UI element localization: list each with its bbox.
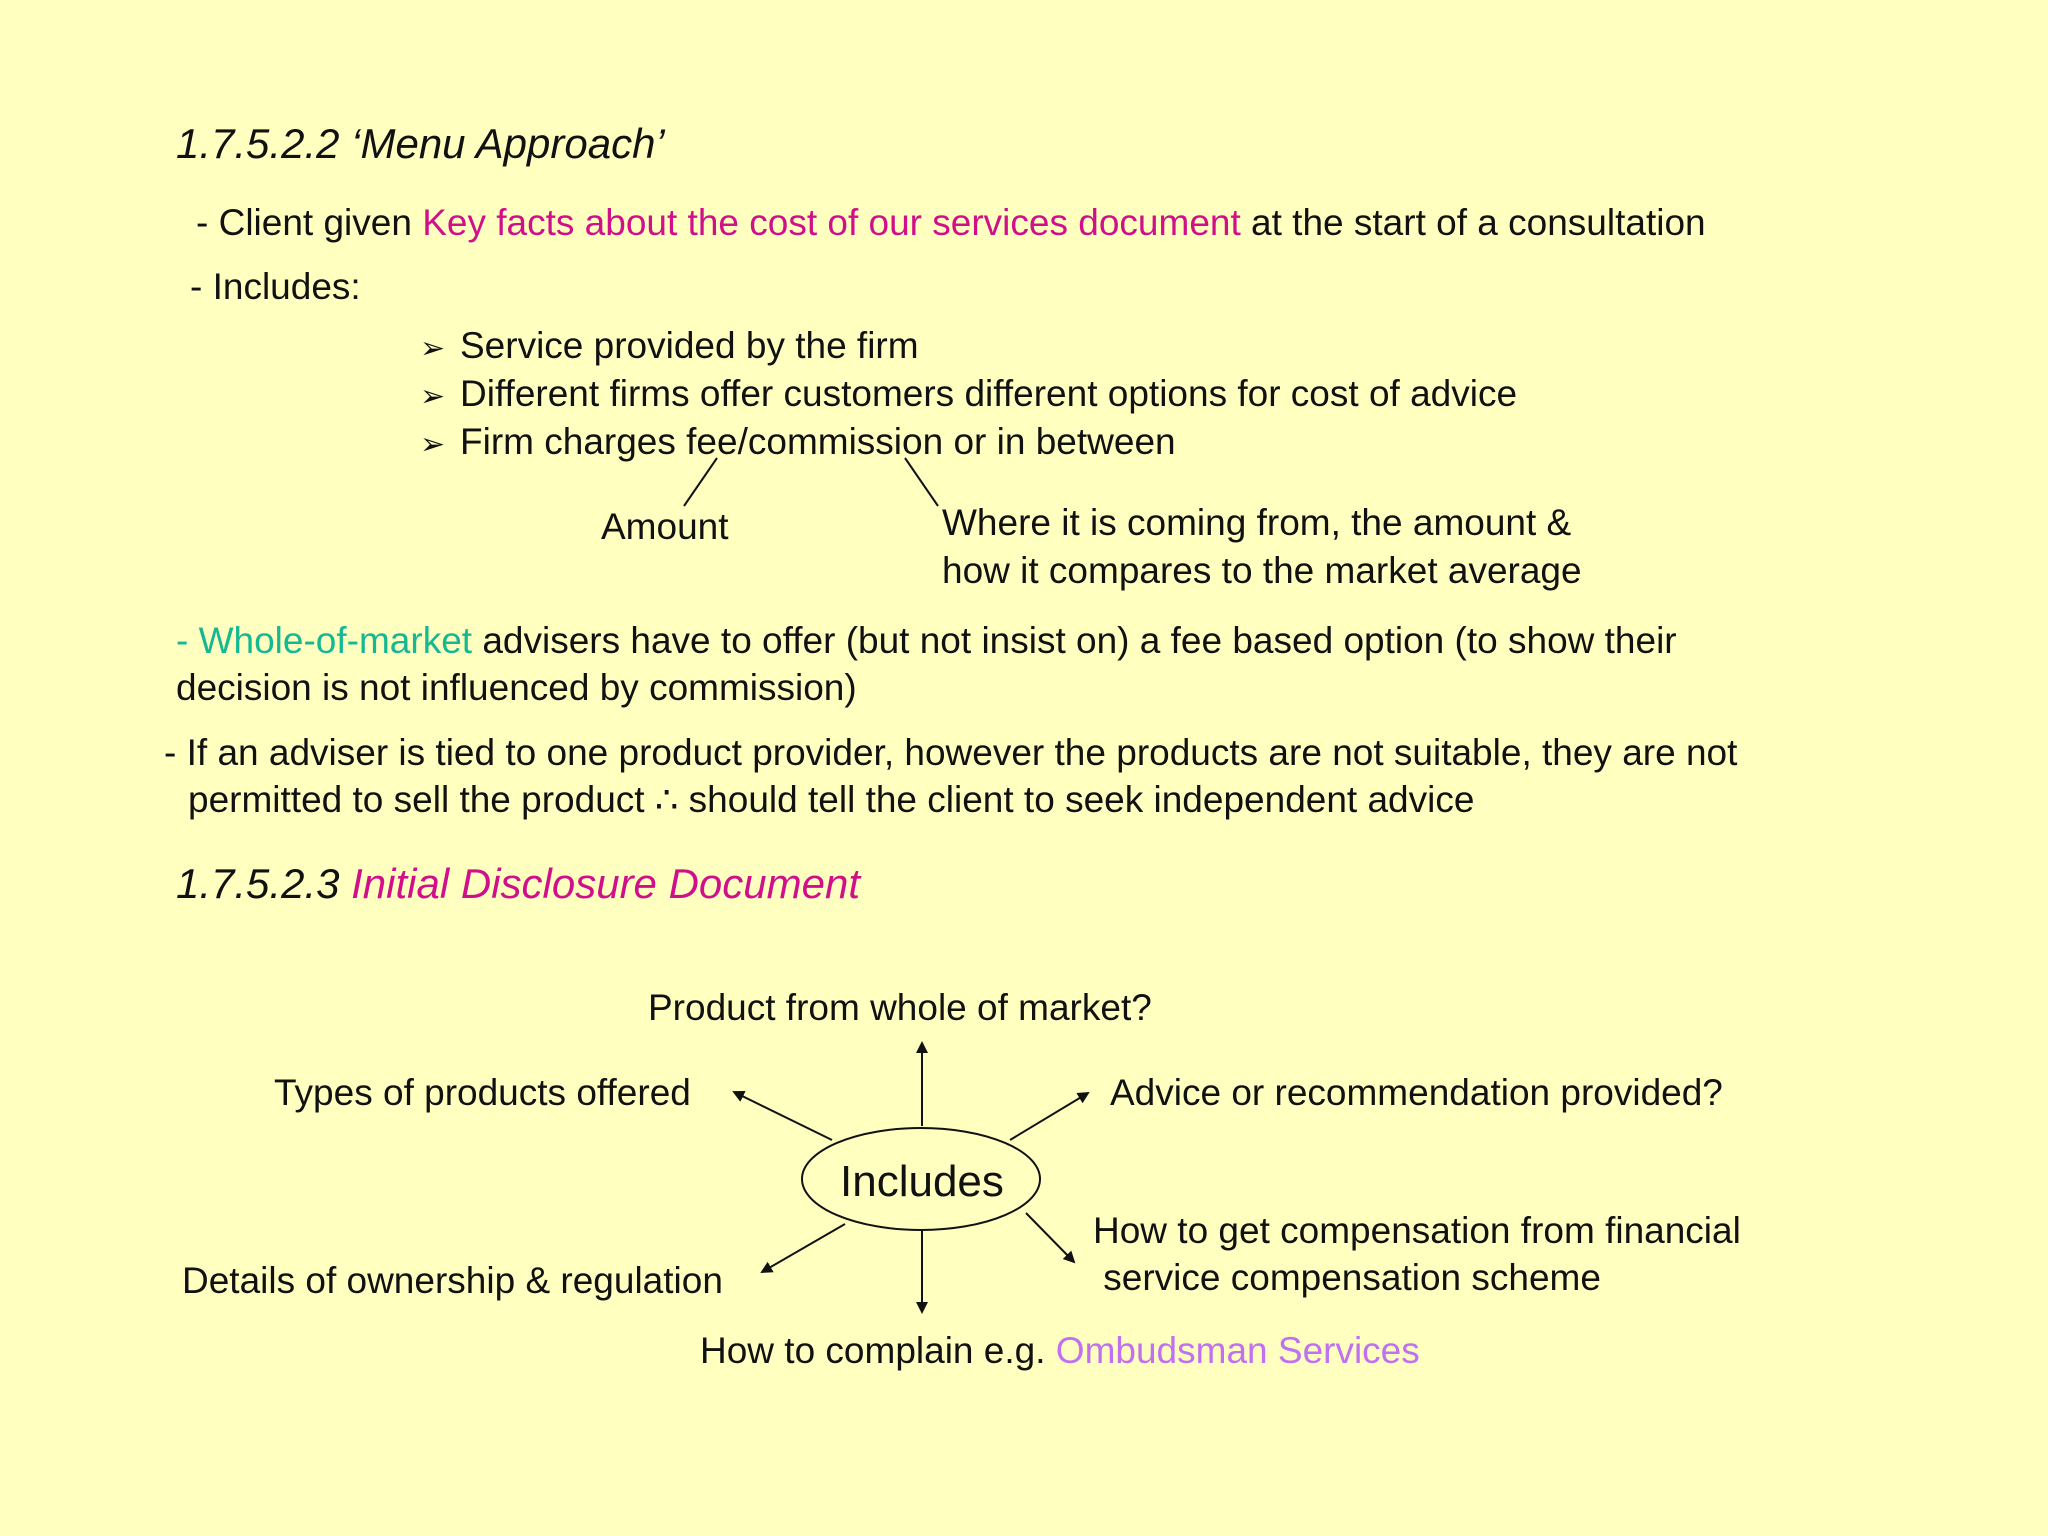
arrow-to-top-right	[1010, 1093, 1088, 1140]
amount-connector-line	[684, 458, 717, 506]
diagram-bottom-right-line-2: service compensation scheme	[1093, 1257, 1601, 1298]
where-label-line-1: Where it is coming from, the amount &	[942, 502, 1572, 543]
whole-of-market-highlight: Whole-of-market	[198, 620, 473, 661]
arrow-bullet-icon: ➢	[420, 428, 446, 461]
client-given-prefix: - Client given	[196, 202, 423, 243]
key-facts-document-highlight: Key facts about the cost of our services document	[422, 202, 1241, 243]
arrow-to-bottom-left	[762, 1224, 845, 1272]
diagram-bottom-right-line-1: How to get compensation from financial	[1093, 1210, 1741, 1251]
includes-label: - Includes:	[190, 266, 361, 307]
whole-of-market-line-2: decision is not influenced by commission)	[176, 667, 857, 708]
arrow-to-bottom-right	[1026, 1213, 1074, 1262]
arrow-bullet-icon: ➢	[420, 380, 446, 413]
tied-adviser-line-2: permitted to sell the product ∴ should tell the client to seek independent advice	[188, 779, 1475, 820]
complain-prefix: How to complain e.g.	[700, 1330, 1056, 1371]
bullet-text: Firm charges fee/commission or in between	[460, 421, 1176, 462]
diagram-center-label: Includes	[840, 1157, 1004, 1206]
whole-of-market-dash: -	[176, 620, 199, 661]
initial-disclosure-highlight: Initial Disclosure Document	[351, 860, 861, 907]
ombudsman-highlight: Ombudsman Services	[1055, 1330, 1420, 1371]
tied-adviser-line-1: - If an adviser is tied to one product provider, however the products are not suitable, they are not	[164, 732, 1738, 773]
client-given-suffix: at the start of a consultation	[1240, 202, 1706, 243]
arrow-to-top-left	[734, 1092, 832, 1140]
diagram-bottom-label	[700, 1330, 1420, 1373]
diagram-bottom-left-label: Details of ownership & regulation	[182, 1260, 723, 1301]
bullet-text: Different firms offer customers different options for cost of advice	[460, 373, 1518, 414]
whole-of-market-rest: advisers have to offer (but not insist on) a fee based option (to show their	[472, 620, 1677, 661]
bullet-text: Service provided by the firm	[460, 325, 919, 366]
arrow-bullet-icon: ➢	[420, 332, 446, 365]
section-heading-menu-approach: 1.7.5.2.2 ‘Menu Approach’	[176, 120, 665, 167]
amount-label: Amount	[601, 506, 729, 547]
where-connector-line	[905, 458, 938, 506]
diagram-top-label: Product from whole of market?	[648, 987, 1152, 1028]
where-label-line-2: how it compares to the market average	[942, 550, 1582, 591]
heading-number: 1.7.5.2.3	[176, 860, 352, 907]
diagram-top-left-label: Types of products offered	[274, 1072, 691, 1113]
diagram-top-right-label: Advice or recommendation provided?	[1110, 1072, 1723, 1113]
